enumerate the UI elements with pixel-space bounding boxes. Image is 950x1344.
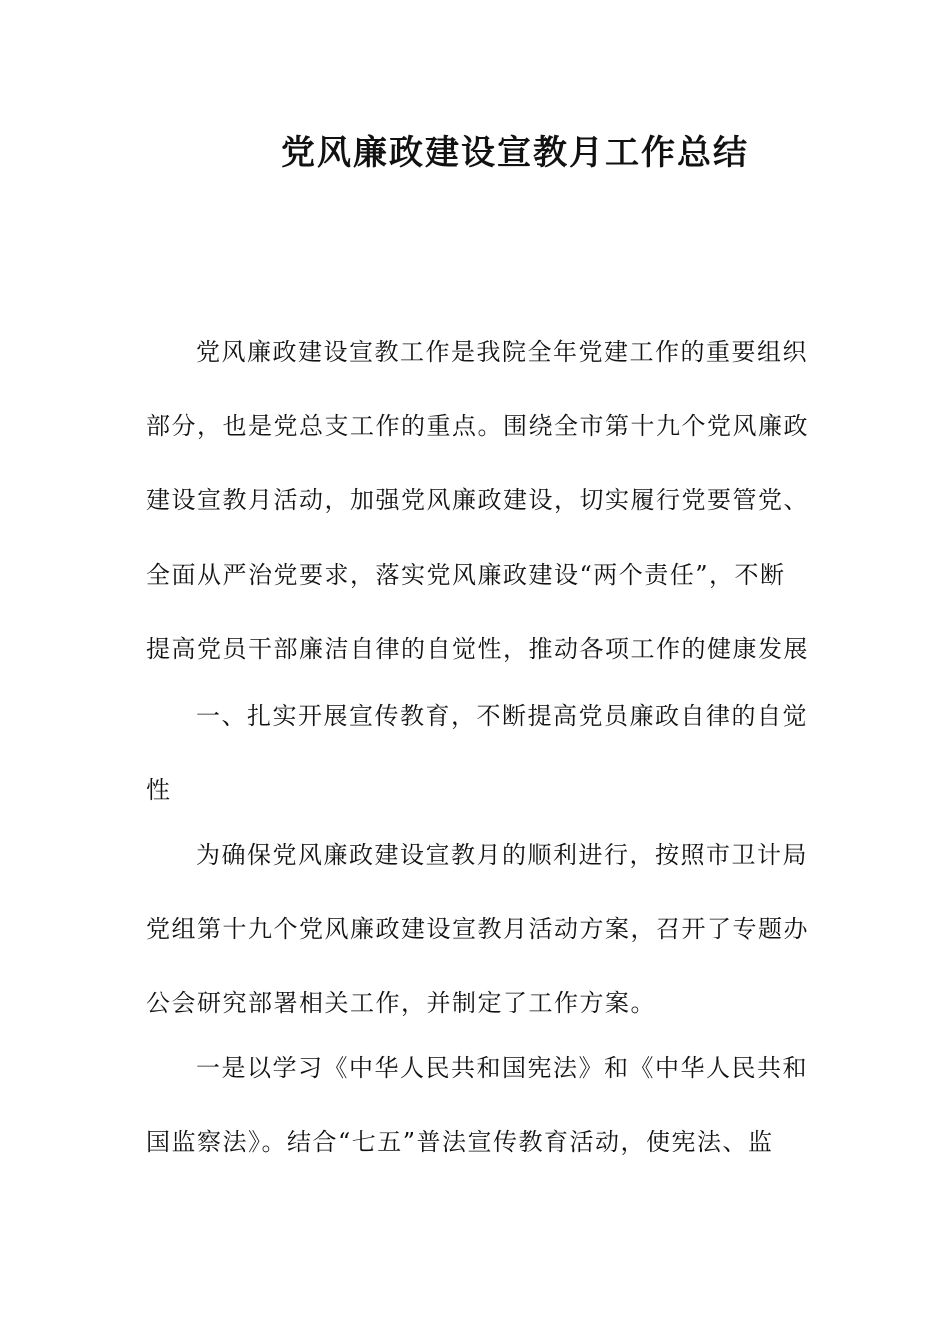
section-heading-line: 一、扎实开展宣传教育，不断提高党员廉政自律的自觉 <box>196 702 808 730</box>
paragraph-line: 为确保党风廉政建设宣教月的顺利进行，按照市卫计局 <box>196 841 808 869</box>
section-heading-line: 性 <box>146 776 172 804</box>
document-title: 党风廉政建设宣教月工作总结 <box>281 133 749 173</box>
paragraph-line: 公会研究部署相关工作，并制定了工作方案。 <box>146 989 656 1017</box>
paragraph-line: 国监察法》。结合“七五”普法宣传教育活动，使宪法、监 <box>146 1128 774 1156</box>
paragraph-line: 一是以学习《中华人民共和国宪法》和《中华人民共和 <box>196 1054 808 1082</box>
paragraph-line: 部分，也是党总支工作的重点。围绕全市第十九个党风廉政 <box>146 412 809 440</box>
paragraph-line: 提高党员干部廉洁自律的自觉性，推动各项工作的健康发展 <box>146 635 809 663</box>
paragraph-line: 全面从严治党要求，落实党风廉政建设“两个责任”，不断 <box>146 561 786 589</box>
paragraph-line: 党风廉政建设宣教工作是我院全年党建工作的重要组织 <box>196 338 808 366</box>
paragraph-line: 党组第十九个党风廉政建设宣教月活动方案，召开了专题办 <box>146 915 809 943</box>
paragraph-line: 建设宣教月活动，加强党风廉政建设，切实履行党要管党、 <box>146 486 809 514</box>
